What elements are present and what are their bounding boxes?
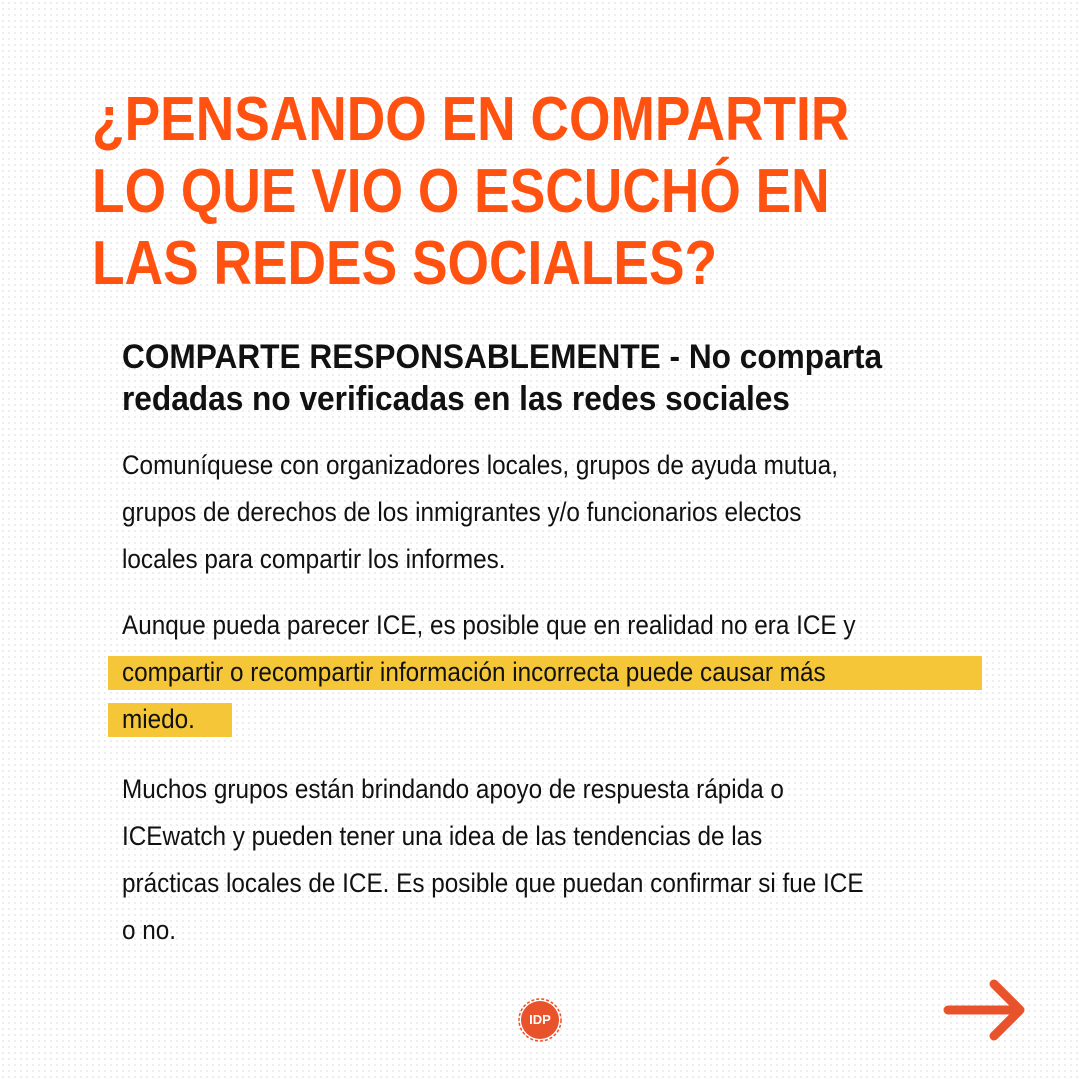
title-line: LAS REDES SOCIALES?	[92, 229, 718, 298]
paragraph-line: o no.	[122, 915, 177, 945]
arrow-right-icon	[940, 974, 1032, 1046]
paragraph-line-highlighted: compartir o recompartir información incorrecta puede causar más	[122, 657, 826, 687]
paragraph-groups	[122, 766, 968, 954]
content-block	[122, 336, 1002, 945]
page-title	[92, 84, 866, 300]
paragraph-line: prácticas locales de ICE. Es posible que puedan confirmar si fue ICE	[122, 868, 864, 898]
subheading-line: redadas no verificadas en las redes sociales	[122, 380, 790, 418]
paragraph-line: locales para compartir los informes.	[122, 544, 506, 574]
paragraph-line: Aunque pueda parecer ICE, es posible que en realidad no era ICE y	[122, 610, 856, 640]
title-line: LO QUE VIO O ESCUCHÓ EN	[92, 157, 830, 226]
paragraph-line: Comuníquese con organizadores locales, grupos de ayuda mutua,	[122, 450, 838, 480]
logo-text: IDP	[529, 1012, 551, 1027]
paragraph-line: ICEwatch y pueden tener una idea de las tendencias de las	[122, 821, 763, 851]
paragraph-line: grupos de derechos de los inmigrantes y/o funcionarios electos	[122, 497, 802, 527]
next-arrow-button[interactable]	[940, 974, 1032, 1046]
title-line: ¿PENSANDO EN COMPARTIR	[92, 85, 850, 154]
subheading-line: COMPARTE RESPONSABLEMENTE - No comparta	[122, 338, 883, 376]
paragraph-contact	[122, 442, 968, 583]
paragraph-line-highlighted: miedo.	[122, 704, 195, 734]
paragraph-warning	[122, 602, 968, 743]
idp-logo	[518, 998, 562, 1042]
paragraph-line: Muchos grupos están brindando apoyo de respuesta rápida o	[122, 774, 784, 804]
subheading	[122, 336, 922, 420]
